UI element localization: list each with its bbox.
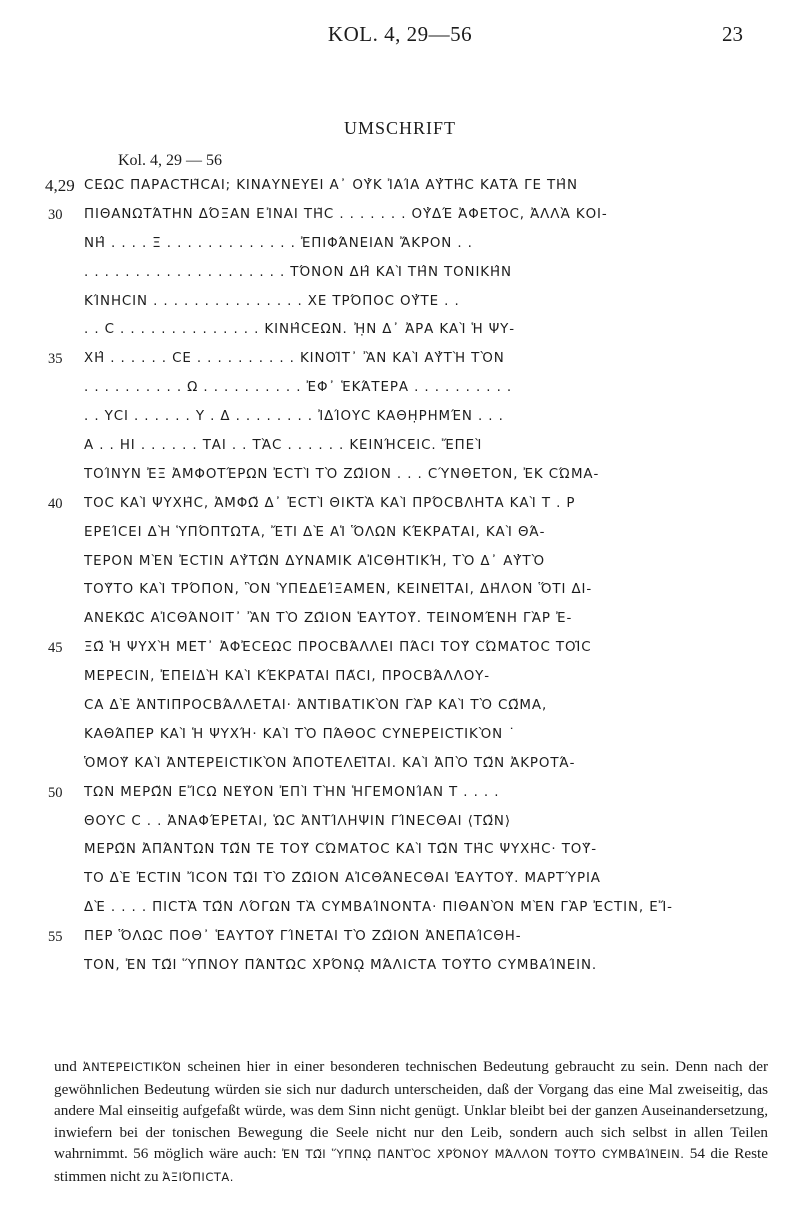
text-line xyxy=(0,811,800,840)
page-number: 23 xyxy=(722,22,743,46)
note-text-3: 54 die Reste stimmen nicht zu xyxy=(54,1145,768,1185)
text-line xyxy=(0,868,800,897)
text-line xyxy=(0,897,800,926)
line-text: ΤΟΝ, ἘΝ ΤΩ͂Ι ὝΠΝΟΥ ΠΆΝΤΩϹ ΧΡΌΝῼ ΜΆΛΙϹΤΑ ΤΟΥ͂ΤΟ ϹΥΜΒΑΊΝΕΙΝ. xyxy=(84,958,598,974)
line-text: ΜΕΡΩ͂Ν ἈΠΆΝΤΩΝ ΤΩ͂Ν ΤΕ ΤΟΥ͂ ϹΏΜΑΤΟϹ ΚΑῚ ΤΩ͂Ν ΤΗ͂Ϲ ΨΥΧΗ͂Ϲ· ΤΟΥ͂- xyxy=(84,842,598,858)
text-line xyxy=(0,435,800,464)
page-header xyxy=(0,22,800,52)
line-text: ΚΊΝΗϹΙΝ . . . . . . . . . . . . . . . ΧΕ ΤΡΌΠΟϹ ΟΥ̓ΤΕ . . xyxy=(84,293,460,309)
note-greek-term-3: ἈΞΙΌΠΙϹΤΑ. xyxy=(162,1169,234,1184)
text-line xyxy=(0,695,800,724)
text-line xyxy=(0,377,800,406)
line-text: ΚΑΘΆΠΕΡ ΚΑῚ Ἡ ΨΥΧΉ· ΚΑῚ ΤῸ ΠΆΘΟϹ ϹΥΝΕΡΕΙϹΤΙΚῸΝ ˙ xyxy=(84,726,516,742)
text-line xyxy=(0,551,800,580)
line-number: 30 xyxy=(48,206,63,223)
text-line xyxy=(0,319,800,348)
line-text: ΠΙΘΑΝΩΤΆΤΗΝ ΔΌΞΑΝ ΕἾΝΑΙ ΤΗ͂Ϲ . . . . . . . ΟΥ̓ΔΈ ἈΦΕΤΟϹ, ἈΛΛᾺ ΚΟΙ- xyxy=(84,206,608,222)
text-line xyxy=(0,291,800,320)
line-text: ΤΟϹ ΚΑῚ ΨΥΧΗ͂Ϲ, ἈΜΦΩ͂ Δ᾽ ἘϹΤῚ ΘΙΚΤᾺ ΚΑῚ ΠΡΌϹΒΛΗΤΑ ΚΑῚ Τ . Ρ xyxy=(84,495,576,511)
footnote-commentary xyxy=(54,1056,768,1188)
line-text: Α . . ΗΙ . . . . . . ΤΑΙ . . ΤᾺϹ . . . . . . ΚΕΙΝΉϹΕΙϹ. ἜΠΕῚ xyxy=(84,438,483,454)
line-text: ΤΕΡΟΝ ΜῈΝ ἘϹΤΙΝ ΑΥ̓ΤΩ͂Ν ΔΥΝΑΜΙΚ ΑἸϹΘΗΤΙΚΉ, ΤῸ Δ᾽ ΑΥ̓ΤῸ xyxy=(84,553,545,569)
line-text: . . ΥϹΙ . . . . . . Υ . Δ . . . . . . . . ἸΔΊΟΥϹ ΚΑΘΗ̣ΡΗΜΈΝ . . . xyxy=(84,409,504,425)
text-line xyxy=(0,955,800,984)
text-line xyxy=(0,782,800,811)
transcription-lines xyxy=(0,175,800,984)
line-number: 35 xyxy=(48,351,63,368)
text-line xyxy=(0,464,800,493)
text-line xyxy=(0,637,800,666)
line-text: ϹΕΩϹ ΠΑΡΑϹΤΗ͂ϹΑΙ; ΚΙΝΑΥΝΕΥΕΙ Α᾽ ΟΥ̓Κ ἸΑΊΑ ΑΥ̓ΤΗ͂Ϲ ΚΑΤΆ ΓΕ ΤΗ̂Ν xyxy=(84,178,578,193)
line-text: ΕΡΕΊϹΕΙ ΔῊ ὙΠΌΠΤΩΤΑ, ἜΤΙ ΔῈ ΑἹ ὍΛΩΝ ΚΈΚΡΑΤΑΙ, ΚΑῚ ΘΆ- xyxy=(84,524,546,540)
text-line xyxy=(0,348,800,377)
line-text: ΑΝΕΚΩ͂Ϲ ΑἸϹΘΆΝΟΙΤ᾽ ἊΝ ΤῸ ΖΩ͂ΙΟΝ ἙΑΥΤΟΥ͂. ΤΕΙΝΟΜΈΝΗ ΓᾺΡ Ἐ- xyxy=(84,611,573,627)
running-title: KOL. 4, 29—56 xyxy=(327,22,473,46)
line-number: 50 xyxy=(48,784,63,801)
line-number: 4,29 xyxy=(45,176,75,195)
line-text: ΤΟ ΔῈ ἘϹΤΙΝ ἼϹΟΝ ΤΩ͂Ι ΤῸ ΖΩ͂ΙΟΝ ΑἸϹΘΆΝΕϹΘΑΙ ἙΑΥΤΟΥ͂. ΜΑΡΤΎΡΙΑ xyxy=(84,871,601,887)
text-line xyxy=(0,839,800,868)
column-reference: Kol. 4, 29 — 56 xyxy=(118,152,222,169)
text-line xyxy=(0,666,800,695)
line-text: ΘΟΥϹ Ϲ . . ἈΝΑΦΈΡΕΤΑΙ, ὩϹ ἈΝΤΊΛΗΨΙΝ ΓΊΝΕϹΘΑΙ ⟨ΤΩ͂Ν⟩ xyxy=(84,813,511,829)
line-text: . . Ϲ . . . . . . . . . . . . . . ΚΙΝΗ̂ϹΕΩΝ. Ἦ̣Ν Δ᾽ ἈΡΑ ΚΑῚ Ἡ ΨΥ- xyxy=(84,322,515,338)
line-text: ΜΕΡΕϹΙΝ, ἘΠΕΙΔῊ ΚΑῚ ΚΈΚΡΑΤΑΙ ΠΑ͂ϹΙ, ΠΡΟϹΒΆΛΛΟΥ- xyxy=(84,669,490,685)
line-number: 55 xyxy=(48,929,63,946)
line-text: ΝΗ̂ . . . . Ξ . . . . . . . . . . . . . ἘΠΙΦΆΝΕΙΑΝ ἌΚΡΟΝ . . xyxy=(84,235,473,251)
line-text: ΤΟΥ͂ΤΟ ΚΑῚ ΤΡΌΠΟΝ, ὋΝ ὙΠΕΔΕΊΞΑΜΕΝ, ΚΕΙΝΕΙ͂ΤΑΙ, ΔΗ͂ΛΟΝ ὍΤΙ ΔΙ- xyxy=(84,582,593,598)
text-line xyxy=(0,522,800,551)
text-line xyxy=(0,926,800,955)
note-greek-term-1: ἈΝΤΕΡΕΙϹΤΙΚΌΝ xyxy=(82,1060,182,1074)
line-number: 40 xyxy=(48,495,63,512)
line-text: ϹΑ ΔῈ ἈΝΤΙΠΡΟϹΒΆΛΛΕΤΑΙ· ἈΝΤΙΒΑΤΙΚῸΝ ΓᾺΡ ΚΑῚ ΤῸ ϹΩ͂ΜΑ, xyxy=(84,698,548,714)
line-text: ΔῈ . . . . ΠΙϹΤᾺ ΤΩ͂Ν ΛΌΓΩΝ ΤᾺ ϹΥΜΒΑΊΝΟΝΤΑ· ΠΙΘΑΝῸΝ ΜῈΝ ΓᾺΡ ἘϹΤΙΝ, ΕἼ- xyxy=(84,900,673,916)
note-greek-term-2: ἘΝ ΤΩ͂Ι ὝΠΝῼ ΠΑΝΤῸϹ ΧΡΌΝΟΥ ΜΆΛΛΟΝ ΤΟΥ͂ΤΟ ϹΥΜΒΑΊΝΕΙΝ. xyxy=(281,1147,685,1161)
line-text: ΤΩΝ ΜΕΡΩ͂Ν ΕἼϹΩ ΝΕΥ͂ΟΝ ἘΠῚ ΤῊΝ ἩΓΕΜΟΝΊΑΝ Τ . . . . xyxy=(84,784,500,800)
text-line xyxy=(0,204,800,233)
line-number: 45 xyxy=(48,640,63,657)
line-text: ΤΟΊΝΥΝ ἘΞ ἈΜΦΟΤΈΡΩΝ ἘϹΤῚ ΤῸ ΖΩ͂ΙΟΝ . . . ϹΎΝΘΕΤΟΝ, ἘΚ ϹΏΜΑ- xyxy=(84,466,600,482)
text-line xyxy=(0,608,800,637)
text-line xyxy=(0,175,800,204)
text-line xyxy=(0,406,800,435)
note-text-1: und xyxy=(54,1058,83,1075)
line-text: ὉΜΟΥ͂ ΚΑῚ ἈΝΤΕΡΕΙϹΤΙΚῸΝ ἈΠΟΤΕΛΕΙ͂ΤΑΙ. ΚΑῚ ἈΠῸ ΤΩ͂Ν ἈΚΡΟΤΆ- xyxy=(84,755,576,771)
line-text: ΠΕΡ ὍΛΩϹ ΠΟΘ᾽ ἙΑΥΤΟΥ͂ ΓΊΝΕΤΑΙ ΤῸ ΖΩ͂ΙΟΝ ἈΝΕΠΑΊϹΘΗ- xyxy=(84,929,522,945)
line-text: ΞΩ͂ Ἡ ΨΥΧῊ ΜΕΤ᾽ ἈΦἘϹΕΩϹ ΠΡΟϹΒΆΛΛΕΙ ΠΆϹΙ ΤΟΥ͂ ϹΏΜΑΤΟϹ ΤΟΙ͂Ϲ xyxy=(84,640,592,656)
text-line xyxy=(0,753,800,782)
text-line xyxy=(0,493,800,522)
text-line xyxy=(0,233,800,262)
text-line xyxy=(0,724,800,753)
note-text-2: scheinen hier in einer besonderen technischen Bedeutung gebraucht zu sein. Denn nach der gewöhnlichen Bedeutung würden sie sich nur dadurch unterscheiden, daß der Vorgang das eine Mal zweiseitig, das andere Mal einseitig aufgefaßt würde, was dem Sinn nicht genügt. Unklar bleibt bei der ganzen Auseinandersetzung, inwiefern bei der tonischen Bewegung die Seele nicht nur den Leib, sondern auch sich selbst in allen Teilen wahrnimmt. 56 möglich wäre auch: xyxy=(54,1058,768,1162)
line-text: . . . . . . . . . . . . . . . . . . . . ΤΌΝΟΝ ΔΗ̂ ΚΑῚ ΤΗ̂Ν ΤΟΝΙΚΗ̂Ν xyxy=(84,264,512,280)
line-text: ΧΗ̂ . . . . . . ϹΕ . . . . . . . . . . ΚΙΝΟΙ͂Τ᾽ ἊΝ ΚΑῚ ΑΥ̓ΤῊ ΤῸΝ xyxy=(84,351,505,367)
text-line xyxy=(0,579,800,608)
text-line xyxy=(0,262,800,291)
line-text: . . . . . . . . . . Ω . . . . . . . . . . ἘΦ᾽ ἙΚΆΤΕΡΑ . . . . . . . . . . xyxy=(84,380,513,396)
section-title: UMSCHRIFT xyxy=(343,118,457,138)
